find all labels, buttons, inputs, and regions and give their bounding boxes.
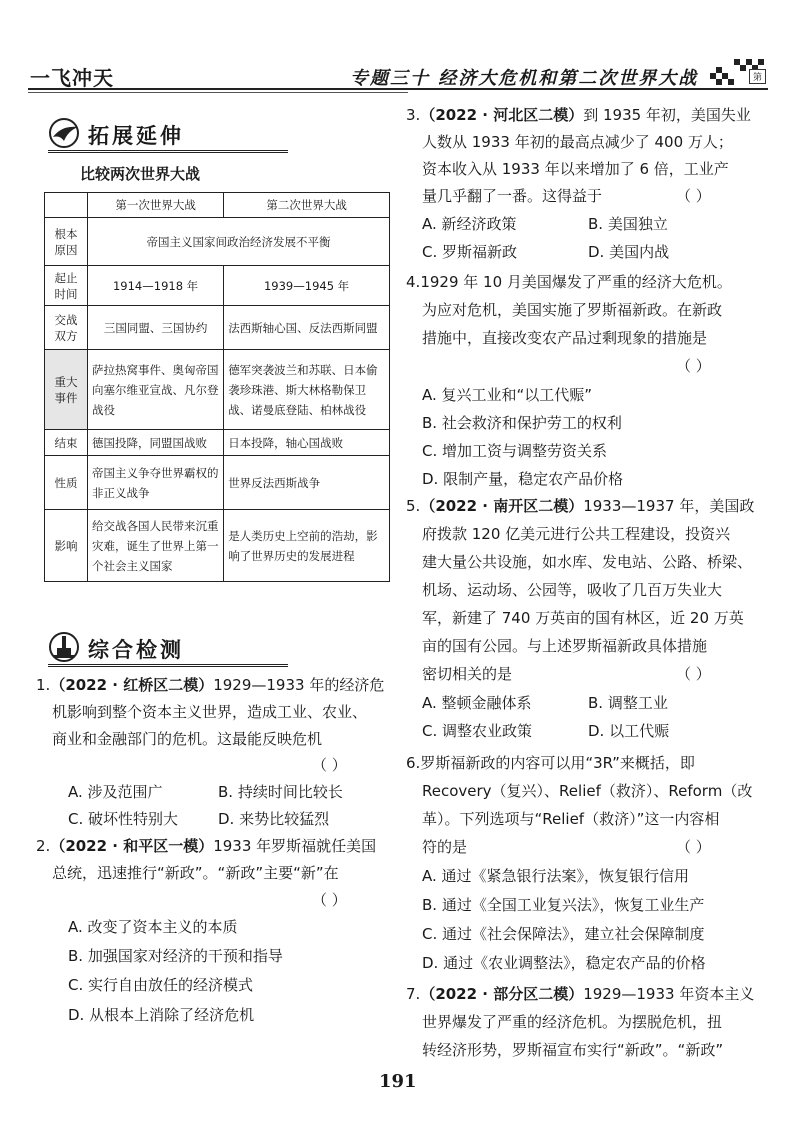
table-subtitle: 比较两次世界大战	[80, 165, 201, 183]
column-header: 第一次世界大战	[88, 193, 224, 218]
row-label: 重大事件	[45, 350, 88, 430]
table-cell: 三国同盟、三国协约	[88, 306, 224, 350]
row-label: 结束	[45, 430, 88, 456]
answer-blank[interactable]: （ ）	[676, 357, 711, 375]
option-d[interactable]: D. 以工代赈	[588, 722, 670, 740]
question-text: 1929—1933 年资本主义	[583, 985, 755, 1003]
table-cell: 1939—1945 年	[224, 266, 390, 306]
question-text: 总统，迅速推行“新政”。“新政”主要“新”在	[52, 864, 339, 882]
question-number: 4.	[406, 273, 421, 291]
question-text: 府拨款 120 亿美元进行公共工程建设，投资兴	[422, 525, 731, 543]
table-row	[45, 266, 390, 306]
badge: 第	[749, 69, 766, 84]
table-cell: 给交战各国人民带来沉重灾难，诞生了世界上第一个社会主义国家	[88, 510, 224, 582]
option-d[interactable]: D. 美国内战	[588, 243, 670, 261]
question-source: （2022 · 部分区二模）	[420, 985, 584, 1003]
answer-blank[interactable]: （ ）	[676, 665, 711, 683]
table-row	[45, 456, 390, 510]
option-a[interactable]: A. 新经济政策	[422, 215, 517, 233]
question-text: Recovery（复兴）、Relief（救济）、Reform（改	[422, 782, 753, 800]
section-title-extension: 拓展延伸	[88, 123, 184, 148]
question-text: 机场、运动场、公园等，吸收了几百万失业大	[422, 581, 723, 599]
option-d[interactable]: D. 通过《农业调整法》，稳定农产品的价格	[422, 954, 706, 972]
table-cell: 帝国主义争夺世界霸权的非正义战争	[88, 456, 224, 510]
page-number: 191	[379, 1071, 417, 1092]
row-label: 影响	[45, 510, 88, 582]
question-source: （2022 · 南开区二模）	[420, 497, 584, 515]
column-header: 第二次世界大战	[224, 193, 390, 218]
question-text: 世界爆发了严重的经济危机。为摆脱危机，扭	[422, 1013, 723, 1031]
question-text: 密切相关的是	[422, 665, 513, 683]
question-text: 转经济形势，罗斯福宣布实行“新政”。“新政”	[422, 1041, 724, 1059]
topic-title: 专题三十 经济大危机和第二次世界大战	[350, 68, 699, 89]
answer-blank[interactable]: （ ）	[312, 891, 347, 909]
option-c[interactable]: C. 实行自由放任的经济模式	[68, 976, 254, 994]
table-cell: 萨拉热窝事件、奥匈帝国向塞尔维亚宣战、凡尔登战役	[88, 350, 224, 430]
eagle-icon	[48, 117, 80, 149]
section-title-comprehensive: 综合检测	[88, 637, 184, 662]
option-b[interactable]: B. 社会救济和保护劳工的权利	[422, 414, 622, 432]
section-rule	[48, 150, 288, 153]
table-cell: 1914—1918 年	[88, 266, 224, 306]
table-row	[45, 510, 390, 582]
question-text: 商业和金融部门的危机。这最能反映危机	[52, 730, 323, 748]
row-label: 起止时间	[45, 266, 88, 306]
question-text: 军，新建了 740 万英亩的国有林区，近 20 万英	[422, 609, 744, 627]
table-cell: 帝国主义国家间政治经济发展不平衡	[88, 218, 390, 266]
option-c[interactable]: C. 罗斯福新政	[422, 243, 518, 261]
option-b[interactable]: B. 美国独立	[588, 215, 668, 233]
checker-decoration-icon	[706, 55, 766, 89]
question-source: （2022 · 红桥区二模）	[50, 676, 214, 694]
table-header-row	[45, 193, 390, 218]
table-cell: 世界反法西斯战争	[224, 456, 390, 510]
question-number: 6.	[406, 754, 421, 772]
question-source: （2022 · 河北区二模）	[420, 106, 584, 124]
table-row	[45, 218, 390, 266]
question-text: 人数从 1933 年初的最高点减少了 400 万人；	[422, 133, 733, 151]
question-text: 罗斯福新政的内容可以用“3R”来概括，即	[420, 754, 695, 772]
question-text: 措施中，直接改变农产品过剩现象的措施是	[422, 329, 708, 347]
option-a[interactable]: A. 复兴工业和“以工代赈”	[422, 386, 593, 404]
question-text: 1933 年罗斯福就任美国	[213, 837, 377, 855]
option-c[interactable]: C. 调整农业政策	[422, 722, 533, 740]
table-cell: 德国投降，同盟国战败	[88, 430, 224, 456]
answer-blank[interactable]: （ ）	[312, 756, 347, 774]
question-number: 2.	[36, 837, 51, 855]
table-cell: 日本投降，轴心国战败	[224, 430, 390, 456]
question-text: 革）。下列选项与“Relief（救济）”这一内容相	[422, 810, 720, 828]
question-number: 3.	[406, 106, 421, 124]
question-text: 建大量公共设施，如水库、发电站、公路、桥梁、	[422, 553, 753, 571]
option-a[interactable]: A. 整顿金融体系	[422, 694, 532, 712]
question-text: 符的是	[422, 838, 468, 856]
row-label: 根本原因	[45, 218, 88, 266]
table-row	[45, 430, 390, 456]
table-row	[45, 350, 390, 430]
question-number: 5.	[406, 497, 421, 515]
landmark-icon	[48, 631, 80, 663]
option-c[interactable]: C. 通过《社会保障法》，建立社会保障制度	[422, 925, 705, 943]
section-rule	[48, 664, 288, 667]
question-text: 量几乎翻了一番。这得益于	[422, 187, 603, 205]
option-d[interactable]: D. 来势比较猛烈	[218, 810, 330, 828]
option-c[interactable]: C. 增加工资与调整劳资关系	[422, 442, 608, 460]
option-b[interactable]: B. 持续时间比较长	[218, 783, 343, 801]
question-text: 1929—1933 年的经济危	[213, 676, 385, 694]
table-corner	[45, 193, 88, 218]
table-row	[45, 306, 390, 350]
question-text: 1933—1937 年，美国政	[583, 497, 755, 515]
question-number: 1.	[36, 676, 51, 694]
brand-logo-text: 一飞冲天	[30, 66, 114, 90]
question-number: 7.	[406, 985, 421, 1003]
row-label: 交战双方	[45, 306, 88, 350]
question-text: 为应对危机，美国实施了罗斯福新政。在新政	[422, 301, 723, 319]
table-cell: 德军突袭波兰和苏联、日本偷袭珍珠港、斯大林格勒保卫战、诺曼底登陆、柏林战役	[224, 350, 390, 430]
option-a[interactable]: A. 涉及范围广	[68, 783, 163, 801]
row-label: 性质	[45, 456, 88, 510]
question-text: 机影响到整个资本主义世界，造成工业、农业、	[52, 703, 368, 721]
option-a[interactable]: A. 通过《紧急银行法案》，恢复银行信用	[422, 867, 690, 885]
comparison-table	[44, 192, 390, 582]
question-text: 亩的国有公园。与上述罗斯福新政具体措施	[422, 637, 708, 655]
option-b[interactable]: B. 通过《全国工业复兴法》，恢复工业生产	[422, 896, 705, 914]
question-source: （2022 · 和平区一模）	[50, 837, 214, 855]
header-rule-thin	[28, 92, 408, 93]
question-text: 1929 年 10 月美国爆发了严重的经济大危机。	[420, 273, 732, 291]
option-c[interactable]: C. 破坏性特别大	[68, 810, 179, 828]
question-text: 到 1935 年初，美国失业	[583, 106, 751, 124]
table-cell: 法西斯轴心国、反法西斯同盟	[224, 306, 390, 350]
question-text: 资本收入从 1933 年以来增加了 6 倍，工业产	[422, 160, 729, 178]
option-b[interactable]: B. 调整工业	[588, 694, 668, 712]
table-cell: 是人类历史上空前的浩劫，影响了世界历史的发展进程	[224, 510, 390, 582]
option-a[interactable]: A. 改变了资本主义的本质	[68, 918, 238, 936]
option-b[interactable]: B. 加强国家对经济的干预和指导	[68, 947, 283, 965]
answer-blank[interactable]: （ ）	[676, 838, 711, 856]
answer-blank[interactable]: （ ）	[676, 187, 711, 205]
option-d[interactable]: D. 从根本上消除了经济危机	[68, 1006, 255, 1024]
option-d[interactable]: D. 限制产量，稳定农产品价格	[422, 470, 624, 488]
